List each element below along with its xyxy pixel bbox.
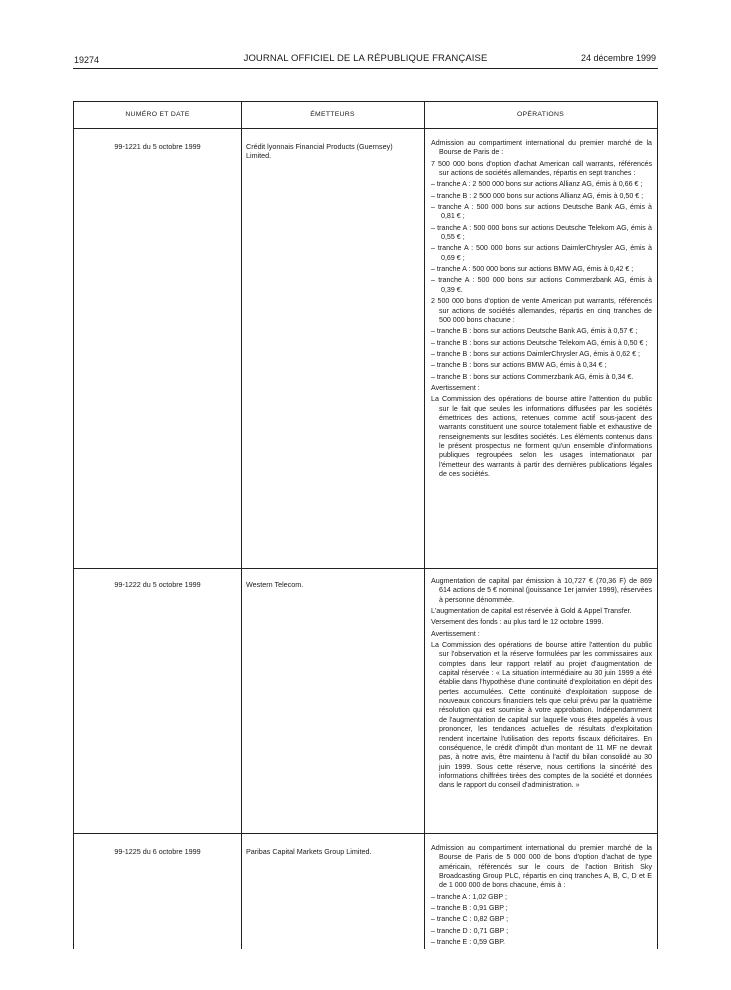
operation-paragraph: 2 500 000 bons d'option de vente American put warrants, référencés sur actions de sociétés allemandes, répartis en cinq tranches de 500 000 bons chacune : xyxy=(431,297,652,324)
header-divider xyxy=(74,128,657,129)
operations-table xyxy=(73,101,658,949)
column-header-operations: OPÉRATIONS xyxy=(516,111,565,118)
tranche-item: – tranche B : bons sur actions Commerzbank AG, émis à 0,34 €. xyxy=(431,372,634,381)
tranche-item: – tranche D : 0,71 GBP ; xyxy=(431,926,509,935)
operation-paragraph: Augmentation de capital par émission à 10,727 € (70,36 F) de 869 614 actions de 5 € nominal (jouissance 1er janvier 1999), réservées à personne dénommée. xyxy=(431,577,652,604)
operation-paragraph: Admission au compartiment international du premier marché de la Bourse de Paris de : xyxy=(431,139,652,157)
row-3-issuer: Paribas Capital Markets Group Limited. xyxy=(246,847,372,856)
operation-paragraph: La Commission des opérations de bourse attire l'attention du public sur l'observation et la réserve formulées par les commissaires aux comptes dans leur rapport relatif au projet d'augmentation de capital réservée : « La situation intermédiaire au 30 juin 1999 a été établie dans l'hypothèse d'une continuité d'exploitation en dépit des pertes accumulées. Cette continuité d'exploitation suppose de nouveaux concours financiers tels que celui prévu par la quatrième résolution qui est soumise à votre approbation. Indépendamment de l'augmentation de capital sur laquelle vous êtes appelés à vous prononcer, les tendances actuelles de résultats d'exploitation rendent incertaine l'utilisation des reports fiscaux déficitaires. En conséquence, le crédit d'impôt d'un montant de 11 MF ne devrait pas, à notre avis, être maintenu à l'actif du bilan consolidé au 30 juin 1999. Sous cette réserve, nous certifions la sincérité des informations chiffrées tirées des comptes de la société et données dans le rapport du conseil d'administration. » xyxy=(431,641,652,790)
journal-title: JOURNAL OFFICIEL DE LA RÉPUBLIQUE FRANÇAISE xyxy=(243,53,488,64)
operation-paragraph: Avertissement : xyxy=(431,383,480,392)
row-1-number-date: 99-1221 du 5 octobre 1999 xyxy=(114,142,201,151)
tranche-item: – tranche B : 2 500 000 bons sur actions Allianz AG, émis à 0,50 € ; xyxy=(431,191,644,200)
tranche-item: – tranche A : 500 000 bons sur actions BMW AG, émis à 0,42 € ; xyxy=(431,265,634,274)
tranche-item: – tranche B : 0,91 GBP ; xyxy=(431,904,508,913)
operation-paragraph: 7 500 000 bons d'option d'achat American call warrants, référencés sur actions de sociétés allemandes, répartis en sept tranches : xyxy=(431,159,652,178)
operation-paragraph: L'augmentation de capital est réservée à Gold & Appel Transfer. xyxy=(431,607,632,616)
operation-paragraph: Versement des fonds : au plus tard le 12 octobre 1999. xyxy=(431,618,604,627)
tranche-item: – tranche B : bons sur actions Deutsche Telekom AG, émis à 0,50 € ; xyxy=(431,338,648,347)
column-divider xyxy=(424,102,425,949)
issue-date: 24 décembre 1999 xyxy=(580,53,656,63)
row-2-number-date: 99-1222 du 5 octobre 1999 xyxy=(114,580,201,589)
tranche-item: – tranche A : 500 000 bons sur actions Deutsche Telekom AG, émis à 0,55 € ; xyxy=(431,223,652,242)
tranche-item: – tranche B : bons sur actions Deutsche Bank AG, émis à 0,57 € ; xyxy=(431,327,638,336)
row-2-issuer: Western Telecom. xyxy=(246,580,304,589)
row-1-operations xyxy=(431,139,652,479)
tranche-item: – tranche A : 500 000 bons sur actions Deutsche Bank AG, émis à 0,81 € ; xyxy=(431,203,652,221)
row-1-issuer: Crédit lyonnais Financial Products (Guernsey) Limited. xyxy=(246,142,393,160)
column-header-number-date: NUMÉRO ET DATE xyxy=(125,111,190,118)
page-header xyxy=(0,0,731,70)
column-divider xyxy=(241,102,242,949)
page-number: 19274 xyxy=(74,55,100,65)
row-3-number-date: 99-1225 du 6 octobre 1999 xyxy=(114,847,201,856)
tranche-item: – tranche A : 1,02 GBP ; xyxy=(431,892,507,901)
tranche-item: – tranche B : bons sur actions DaimlerChrysler AG, émis à 0,62 € ; xyxy=(431,349,640,358)
row-divider xyxy=(74,833,657,834)
column-header-issuers: ÉMETTEURS xyxy=(310,111,355,118)
header-rule xyxy=(73,68,658,69)
row-divider xyxy=(74,568,657,569)
tranche-item: – tranche C : 0,82 GBP ; xyxy=(431,915,509,924)
operation-paragraph: La Commission des opérations de bourse attire l'attention du public sur le fait que seules les informations diffusées par les sociétés émettrices des actions, retenues comme actif sous-jacent des warrants constituent une source totalement fiable et exhaustive de renseignements sur lesdites sociétés. Les éléments contenus dans le présent prospectus ne forment qu'un ensemble d'informations publiques regroupées selon les usages internationaux par l'émetteur des warrants à partir des dernières publications légales de ces sociétés. xyxy=(431,395,652,478)
row-3-operations xyxy=(431,844,652,947)
row-2-operations xyxy=(431,577,652,791)
tranche-item: – tranche A : 500 000 bons sur actions Commerzbank AG, émis à 0,39 €. xyxy=(431,276,652,294)
operation-paragraph: Admission au compartiment international du premier marché de la Bourse de Paris de 5 000 000 de bons d'option d'achat de type américain, référencés sur le cours de l'action British Sky Broadcasting Group PLC, répartis en cinq tranches A, B, C, D et E de 1 000 000 de bons chacune, émis à : xyxy=(431,844,652,890)
tranche-item: – tranche A : 2 500 000 bons sur actions Allianz AG, émis à 0,66 € ; xyxy=(431,180,643,189)
tranche-item: – tranche A : 500 000 bons sur actions DaimlerChrysler AG, émis à 0,69 € ; xyxy=(431,244,652,262)
tranche-item: – tranche B : bons sur actions BMW AG, émis à 0,34 € ; xyxy=(431,361,607,370)
operation-paragraph: Avertissement : xyxy=(431,629,480,638)
tranche-item: – tranche E : 0,59 GBP. xyxy=(431,938,506,947)
